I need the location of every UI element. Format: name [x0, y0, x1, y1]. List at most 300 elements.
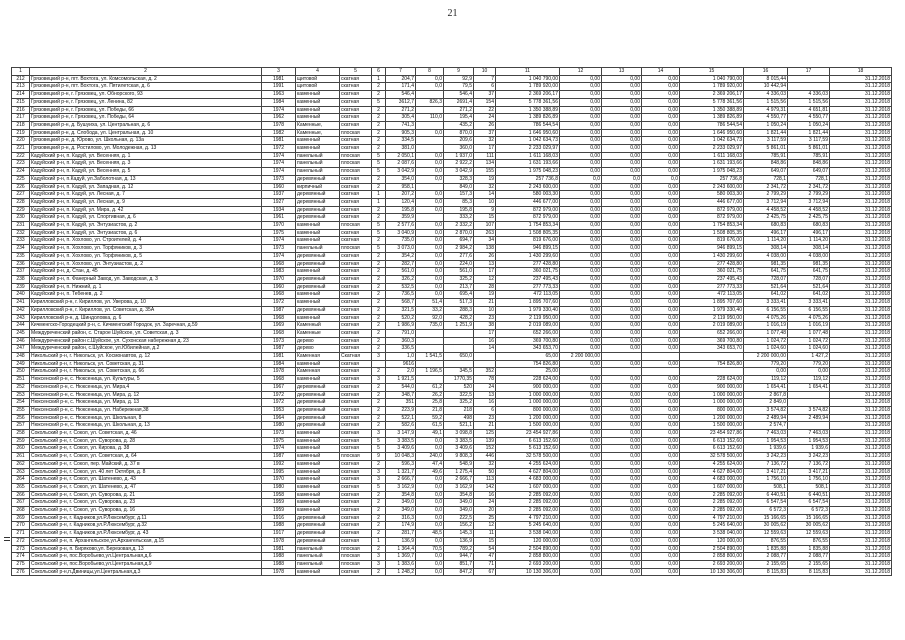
table-cell: 1968 — [262, 314, 296, 322]
table-cell: 0,00 — [560, 260, 602, 268]
table-cell: Сокольский р-н, г. Кадников,ул.Р.Люксембург, д.32 — [30, 522, 262, 530]
table-row — [12, 430, 892, 438]
table-row — [12, 568, 892, 576]
table-cell: 6 613 152,60 — [680, 437, 744, 445]
table-cell: 1972 — [262, 299, 296, 307]
table-cell: 1 024,72 — [744, 337, 788, 345]
table-cell: 1 050,24 — [788, 121, 830, 129]
table-cell — [474, 360, 496, 368]
table-cell: 0,00 — [560, 245, 602, 253]
table-cell: 1 508 805,35 — [680, 229, 744, 237]
table-cell: 264 — [12, 476, 30, 484]
column-header: 6 — [372, 68, 386, 76]
table-cell: 0,0 — [416, 83, 444, 91]
table-cell: Сокольский р-н, г. Сокол, ул. 40 лет Октября, д. 8 — [30, 468, 262, 476]
table-cell: 3 383,5 — [444, 437, 474, 445]
table-cell: Каменная — [296, 353, 340, 361]
table-cell: 32 — [474, 137, 496, 145]
table-cell: 0,0 — [416, 237, 444, 245]
table-cell: скатная — [340, 275, 372, 283]
table-cell: 17 — [474, 145, 496, 153]
table-cell: 4 979,31 — [744, 106, 788, 114]
table-cell: 2 — [372, 399, 386, 407]
table-cell: 1964 — [262, 414, 296, 422]
table-cell: 1 321,7 — [386, 468, 416, 476]
table-cell: Никольский р-н, г. Никольск, ул. Космонавтов, д. 12 — [30, 353, 262, 361]
table-cell: каменный — [296, 91, 340, 99]
table-cell: 1980 — [262, 483, 296, 491]
table-cell: 6 156,55 — [744, 306, 788, 314]
table-cell: 360,0 — [444, 145, 474, 153]
table-cell: 2 489,94 — [788, 414, 830, 422]
table-cell: Сокольский р-н, г. Кадников,ул.Р.Люксембург, д.11 — [30, 514, 262, 522]
table-cell: 254 — [12, 399, 30, 407]
table-cell: 255 — [12, 406, 30, 414]
table-cell: 237 495,43 — [496, 275, 560, 283]
table-cell: 0,00 — [602, 468, 642, 476]
table-cell: 9616 — [386, 360, 416, 368]
table-cell: 16 — [474, 399, 496, 407]
table-cell: 0,0 — [416, 229, 444, 237]
table-cell: 13 — [474, 391, 496, 399]
table-cell: скатная — [340, 422, 372, 430]
table-cell: 1 607 000,00 — [680, 483, 744, 491]
table-cell: 0,00 — [560, 499, 602, 507]
table-cell: 1 541,5 — [416, 353, 444, 361]
table-cell: 0,00 — [560, 514, 602, 522]
table-cell: 0,00 — [560, 106, 602, 114]
table-cell: плоская — [340, 545, 372, 553]
table-cell: скатная — [340, 460, 372, 468]
table-cell: 2 666,7 — [386, 476, 416, 484]
table-cell: скатная — [340, 399, 372, 407]
table-cell: скатная — [340, 491, 372, 499]
table-cell: 1967 — [262, 383, 296, 391]
table-cell: 5 — [372, 98, 386, 106]
table-cell: 736,5 — [386, 291, 416, 299]
table-cell: 0,00 — [602, 329, 642, 337]
table-cell: 282,7 — [386, 260, 416, 268]
table-cell: 0,0 — [602, 175, 642, 183]
table-cell: 1 024,60 — [744, 345, 788, 353]
table-cell: 1 939,6 — [788, 445, 830, 453]
table-cell: 0,00 — [602, 237, 642, 245]
table-cell: 4 651,81 — [788, 106, 830, 114]
column-header: 17 — [788, 68, 830, 76]
table-cell: 19 — [474, 291, 496, 299]
table-cell: 754 826,80 — [680, 360, 744, 368]
table-cell: 0,00 — [642, 453, 680, 461]
table-cell: Нюксенский р-н, с. Нюксеница, ул. Набережная,38 — [30, 406, 262, 414]
table-cell: 31.12.2018 — [830, 322, 892, 330]
table-cell: 31.12.2018 — [830, 98, 892, 106]
table-cell: 15 — [474, 537, 496, 545]
table-cell: 277,6 — [444, 252, 474, 260]
table-cell: 1 789 920,00 — [680, 83, 744, 91]
table-cell: деревянный — [296, 514, 340, 522]
table-cell: 2 — [372, 260, 386, 268]
table-cell: 31.12.2018 — [830, 306, 892, 314]
table-cell: 1770,35 — [444, 376, 474, 384]
table-cell — [560, 368, 602, 376]
table-cell: 3 — [372, 561, 386, 569]
table-cell: 2 341,72 — [788, 183, 830, 191]
table-cell: 37 — [474, 91, 496, 99]
table-cell: 369 700,80 — [496, 337, 560, 345]
table-cell: Грязовецкий р-н, д. Слобода, ул. Центральная, д. 10 — [30, 129, 262, 137]
table-cell: 1974 — [262, 445, 296, 453]
table-cell: 31.12.2018 — [830, 376, 892, 384]
table-cell: Сокольский р-н, г. Сокол, ул. Советская, д. 46 — [30, 430, 262, 438]
table-cell: 0,0 — [416, 537, 444, 545]
table-cell: 0,00 — [560, 360, 602, 368]
table-cell: 0,00 — [560, 337, 602, 345]
table-cell: 218 — [12, 121, 30, 129]
table-cell: 0,00 — [642, 252, 680, 260]
column-header: 1 — [12, 68, 30, 76]
table-cell: 4 075,26 — [744, 314, 788, 322]
table-cell: скатная — [340, 376, 372, 384]
table-row — [12, 145, 892, 153]
table-cell: Сокольский р-н, г. Сокол, ул. Шатенево, д. 43 — [30, 476, 262, 484]
table-cell: 349,0 — [444, 499, 474, 507]
table-cell: 0,00 — [642, 545, 680, 553]
table-cell: 905,3 — [386, 129, 416, 137]
table-cell: 2 — [372, 137, 386, 145]
table-cell: каменный — [296, 437, 340, 445]
table-cell: 1972 — [262, 399, 296, 407]
table-cell: Междуреченский район с.Шуйское, ул. Сухонская набережная д. 23 — [30, 337, 262, 345]
table-cell: каменный — [296, 483, 340, 491]
table-cell: 1 654,41 — [788, 383, 830, 391]
table-cell: 0,0 — [416, 437, 444, 445]
table-cell: 1 954,53 — [744, 437, 788, 445]
table-cell: 1 016,19 — [788, 322, 830, 330]
table-cell: 3 574,82 — [744, 406, 788, 414]
table-cell: 1927 — [262, 198, 296, 206]
table-cell: 0,00 — [560, 83, 602, 91]
table-row — [12, 460, 892, 468]
table-cell: 119,12 — [788, 376, 830, 384]
table-cell: Кадуйский р-н, п. Хохлово, ул. Торфяников, д. 5 — [30, 252, 262, 260]
table-cell: 10 048,3 — [386, 453, 416, 461]
table-cell: 0,00 — [642, 268, 680, 276]
table-row — [12, 160, 892, 168]
table-cell: 21 — [474, 422, 496, 430]
table-row — [12, 206, 892, 214]
table-cell: 241 — [12, 299, 30, 307]
table-cell: 321,5 — [386, 306, 416, 314]
table-cell: 0,00 — [602, 545, 642, 553]
table-row — [12, 530, 892, 538]
table-cell: 1974 — [262, 106, 296, 114]
table-cell: панельный — [296, 160, 340, 168]
table-cell: каменный — [296, 453, 340, 461]
table-cell: 242 — [12, 306, 30, 314]
table-cell: дерево — [296, 345, 340, 353]
table-cell: 1 937,0 — [444, 152, 474, 160]
table-cell — [788, 391, 830, 399]
table-cell: 234 — [12, 245, 30, 253]
table-cell: 1963 — [262, 91, 296, 99]
table-row — [12, 129, 892, 137]
table-cell: 12 559,63 — [744, 530, 788, 538]
table-cell: 0,00 — [602, 98, 642, 106]
table-cell: 10 — [474, 198, 496, 206]
table-cell: 1 350 388,89 — [680, 106, 744, 114]
table-cell: 19 — [474, 175, 496, 183]
table-cell: 2 087,6 — [386, 160, 416, 168]
table-cell: 31.12.2018 — [830, 183, 892, 191]
table-row — [12, 299, 892, 307]
table-cell: 2 — [372, 329, 386, 337]
table-cell: 32 — [474, 460, 496, 468]
table-cell: 31.12.2018 — [830, 383, 892, 391]
table-cell: 2 200 000,00 — [560, 353, 602, 361]
table-cell: 0,00 — [642, 114, 680, 122]
table-cell: 0,0 — [416, 245, 444, 253]
table-cell: 269 — [12, 514, 30, 522]
table-cell: 23 454 927,86 — [680, 430, 744, 438]
table-cell: 219 — [12, 129, 30, 137]
table-cell: Сокольский р-н, г. Сокол, ул. Шатенево, д. 47 — [30, 483, 262, 491]
table-cell: 0,00 — [602, 75, 642, 83]
table-cell: 1 754 853,34 — [496, 222, 560, 230]
table-cell: 0,00 — [642, 468, 680, 476]
table-row — [12, 198, 892, 206]
table-cell: 2 858 800,00 — [680, 553, 744, 561]
table-cell: 31.12.2018 — [830, 530, 892, 538]
table-cell: 0,00 — [602, 376, 642, 384]
table-cell: 0,00 — [602, 430, 642, 438]
table-cell: 5 778 361,56 — [496, 98, 560, 106]
table-cell: 4 550,77 — [788, 114, 830, 122]
table-cell: 249 — [12, 360, 30, 368]
table-cell: Кадуйский р-н, п. Кадуй, ул. Весенняя, д. 3 — [30, 160, 262, 168]
table-cell: 0,00 — [560, 329, 602, 337]
table-cell: Кадуйский р-н, п. Кадуй, ул. Западная, д. 12 — [30, 183, 262, 191]
table-cell: 30 005,62 — [788, 522, 830, 530]
table-cell: 49,6 — [416, 468, 444, 476]
table-cell: 7 136,72 — [744, 460, 788, 468]
table-cell: 0,00 — [602, 322, 642, 330]
table-cell: 0,00 — [642, 75, 680, 83]
table-cell: 1 756,10 — [744, 476, 788, 484]
table-cell: кирпичный — [296, 183, 340, 191]
table-cell: 227 — [12, 191, 30, 199]
table-cell: Сокольский р-н, п. Архангельское,ул.Архангельская, д.15 — [30, 537, 262, 545]
table-cell: 0,00 — [560, 252, 602, 260]
table-cell: 3 147,9 — [386, 430, 416, 438]
table-cell: каменный — [296, 460, 340, 468]
table-cell: 49,1 — [416, 430, 444, 438]
table-cell: 641,75 — [744, 268, 788, 276]
table-cell: 0,0 — [416, 129, 444, 137]
table-row — [12, 437, 892, 445]
table-cell: 0,00 — [560, 222, 602, 230]
table-cell: 0,00 — [642, 106, 680, 114]
table-cell: 2 425,75 — [788, 214, 830, 222]
table-cell: 0,00 — [642, 437, 680, 445]
table-cell: 0,0 — [416, 268, 444, 276]
table-cell: Сокольский р-н, пос.Воробьево,ул.Центральная,д.9 — [30, 561, 262, 569]
table-cell: 652 266,00 — [680, 329, 744, 337]
table-cell: 31.12.2018 — [830, 121, 892, 129]
table-cell: 30 005,62 — [744, 522, 788, 530]
table-row — [12, 499, 892, 507]
table-cell: 649,07 — [788, 168, 830, 176]
table-cell: 0,00 — [642, 91, 680, 99]
table-cell: скатная — [340, 468, 372, 476]
table-cell: 0,00 — [642, 314, 680, 322]
table-cell: 900 000,00 — [496, 383, 560, 391]
table-cell: 1960 — [262, 183, 296, 191]
column-header: 12 — [560, 68, 602, 76]
table-cell: 7 463,03 — [744, 430, 788, 438]
table-cell: 1 114,20 — [744, 237, 788, 245]
table-cell — [416, 376, 444, 384]
table-cell: 0,0 — [416, 160, 444, 168]
table-cell: 54 — [474, 545, 496, 553]
table-cell: 0,00 — [642, 322, 680, 330]
table-cell: скатная — [340, 368, 372, 376]
table-cell: 1 508 805,35 — [496, 229, 560, 237]
table-cell: 641,75 — [788, 268, 830, 276]
table-cell: 1991 — [262, 83, 296, 91]
table-row — [12, 222, 892, 230]
table-cell: 134 — [474, 160, 496, 168]
table-cell: 2 504 890,00 — [496, 545, 560, 553]
table-cell: 1 756,10 — [788, 476, 830, 484]
table-cell: 2 — [372, 183, 386, 191]
table-cell: 308,14 — [788, 245, 830, 253]
table-cell: деревянный — [296, 283, 340, 291]
table-cell: 23 — [474, 414, 496, 422]
table-cell: 6 547,54 — [788, 499, 830, 507]
table-row — [12, 360, 892, 368]
table-cell: 0,0 — [416, 283, 444, 291]
column-header: 13 — [602, 68, 642, 76]
table-cell: 31.12.2018 — [830, 399, 892, 407]
table-row — [12, 353, 892, 361]
table-cell: 0,00 — [642, 414, 680, 422]
table-cell: 2 — [372, 491, 386, 499]
table-cell: 1934 — [262, 206, 296, 214]
table-cell: скатная — [340, 437, 372, 445]
table-cell: 6 572,3 — [744, 507, 788, 515]
table-cell: 21 — [474, 299, 496, 307]
table-cell: 1980 — [262, 422, 296, 430]
table-cell: 245 — [12, 329, 30, 337]
table-cell: 1 975 048,23 — [496, 168, 560, 176]
table-cell: 6 — [474, 406, 496, 414]
table-cell: 1 383,6 — [386, 561, 416, 569]
table-cell — [788, 399, 830, 407]
table-cell: деревянный — [296, 252, 340, 260]
table-cell: 3 417,21 — [744, 468, 788, 476]
table-cell: 5 — [372, 152, 386, 160]
table-cell: 154 — [474, 98, 496, 106]
table-cell: 5 — [372, 229, 386, 237]
table-cell: 0,0 — [416, 75, 444, 83]
table-cell: 1 895 707,60 — [496, 299, 560, 307]
table-cell: 51,4 — [416, 299, 444, 307]
table-cell: 2 — [372, 499, 386, 507]
table-cell: 0,00 — [602, 183, 642, 191]
table-cell: 428,2 — [444, 314, 474, 322]
table-cell: 2 489,94 — [744, 414, 788, 422]
table-cell: 31.12.2018 — [830, 368, 892, 376]
table-row — [12, 553, 892, 561]
table-cell: Кадуйский р-н, п. Кадуй, ул. Лесная, д. 7 — [30, 191, 262, 199]
column-header: 16 — [744, 68, 788, 76]
table-cell: 244 — [12, 322, 30, 330]
table-cell: 0,00 — [560, 453, 602, 461]
table-cell: 2 155,65 — [744, 561, 788, 569]
table-cell: 31.12.2018 — [830, 507, 892, 515]
table-cell: 343 653,70 — [496, 345, 560, 353]
table-cell: 3 073,0 — [386, 245, 416, 253]
table-cell: 3 409,6 — [444, 445, 474, 453]
table-cell: 0,00 — [602, 106, 642, 114]
table-cell: деревянный — [296, 260, 340, 268]
table-cell: 0,0 — [416, 191, 444, 199]
table-cell: 1974 — [262, 168, 296, 176]
table-cell: 4 458,52 — [788, 206, 830, 214]
table-cell: Нюксенский р-н, с. Нюксеница, ул. Мира, д. 13 — [30, 399, 262, 407]
table-cell: скатная — [340, 537, 372, 545]
table-cell: 2 369 206,17 — [496, 91, 560, 99]
table-cell: 3 — [372, 476, 386, 484]
table-cell: 0,00 — [642, 306, 680, 314]
table-cell: 0,00 — [642, 460, 680, 468]
table-cell: 1 350 388,89 — [496, 106, 560, 114]
table-cell: 1 — [372, 198, 386, 206]
table-row — [12, 229, 892, 237]
table-cell: 222,5 — [444, 514, 474, 522]
table-cell: 5 245 640,00 — [680, 522, 744, 530]
table-cell: 1 821,44 — [744, 129, 788, 137]
table-cell: 142 — [474, 483, 496, 491]
table-cell: 204,7 — [386, 75, 416, 83]
table-cell: 2 — [372, 283, 386, 291]
table-cell: 0,00 — [602, 145, 642, 153]
table-cell: 360 021,75 — [680, 268, 744, 276]
table-cell: 2 200 000,00 — [744, 353, 788, 361]
table-cell: 0,00 — [642, 483, 680, 491]
table-cell: 25,00 — [496, 368, 560, 376]
table-row — [12, 275, 892, 283]
table-cell: Грязовецкий р-н, пгт. Вохтога, ул. Комсомольская, д. 2 — [30, 75, 262, 83]
table-cell: 872 979,00 — [680, 206, 744, 214]
table-cell: 1972 — [262, 145, 296, 153]
table-cell: 0,00 — [602, 399, 642, 407]
table-cell: 728,07 — [788, 275, 830, 283]
table-cell: 0,00 — [642, 83, 680, 91]
table-cell: 0,00 — [602, 337, 642, 345]
table-cell: 1 646 950,60 — [680, 129, 744, 137]
table-cell: 5 245 640,00 — [496, 522, 560, 530]
table-cell: Кадуйский р-н, п. Кадуй, ул. Лесная, д. 9 — [30, 198, 262, 206]
table-cell: 4 336,03 — [744, 91, 788, 99]
table-cell: 1981 — [262, 545, 296, 553]
table-cell: 2 285 092,00 — [680, 491, 744, 499]
table-cell: 1 646 950,60 — [496, 129, 560, 137]
table-cell: 3 574,82 — [788, 406, 830, 414]
table-cell: 5 — [372, 445, 386, 453]
table-cell: 224,0 — [444, 260, 474, 268]
table-cell: 47,4 — [416, 460, 444, 468]
